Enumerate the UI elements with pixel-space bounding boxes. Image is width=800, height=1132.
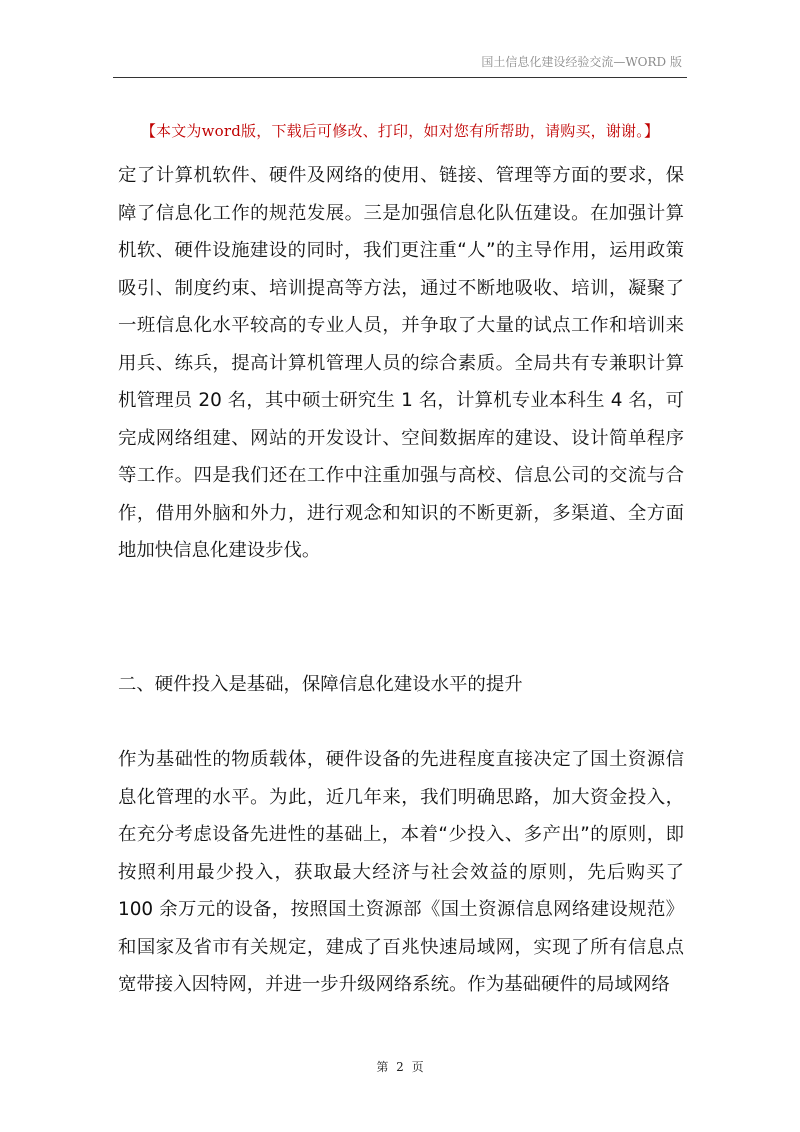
purchase-notice: 【本文为word版，下载后可修改、打印，如对您有所帮助，请购买，谢谢。】 [140, 122, 660, 140]
footer-suffix: 页 [411, 1060, 424, 1074]
page-number: 2 [396, 1060, 404, 1074]
header-divider [113, 77, 687, 78]
footer-prefix: 第 [376, 1060, 389, 1074]
running-header: 国土信息化建设经验交流—WORD 版 [481, 55, 682, 69]
section-heading: 二、硬件投入是基础，保障信息化建设水平的提升 [118, 674, 523, 695]
body-paragraph-1: 定了计算机软件、硬件及网络的使用、链接、管理等方面的要求，保障了信息化工作的规范发展。三是加强信息化队伍建设。在加强计算机软、硬件设施建设的同时，我们更注重“人”的主导作用，运用政策吸引、制度约束、培训提高等方法，通过不断地吸收、培训，凝聚了一班信息化水平较高的专业人员，并争取了大量的试点工作和培训来用兵、练兵，提高计算机管理人员的综合素质。全局共有专兼职计算机管理员 20 名，其中硕士研究生 1 名，计算机专业本科生 4 名，可完成网络组建、网站的开发设计、空间数据库的建设、设计简单程序等工作。四是我们还在工作中注重加强与高校、信息公司的交流与合作，借用外脑和外力，进行观念和知识的不断更新，多渠道、全方面地加快信息化建设步伐。 [118, 165, 684, 561]
body-paragraph-2: 作为基础性的物质载体，硬件设备的先进程度直接决定了国土资源信息化管理的水平。为此，近几年来，我们明确思路，加大资金投入，在充分考虑设备先进性的基础上，本着“少投入、多产出”的原则，即按照利用最少投入，获取最大经济与社会效益的原则，先后购买了 100 余万元的设备，按照国土资源部《国土资源信息网络建设规范》和国家及省市有关规定，建成了百兆快速局域网，实现了所有信息点宽带接入因特网，并进一步升级网络系统。作为基础硬件的局域网络 [118, 749, 684, 995]
page-footer [0, 1058, 800, 1075]
